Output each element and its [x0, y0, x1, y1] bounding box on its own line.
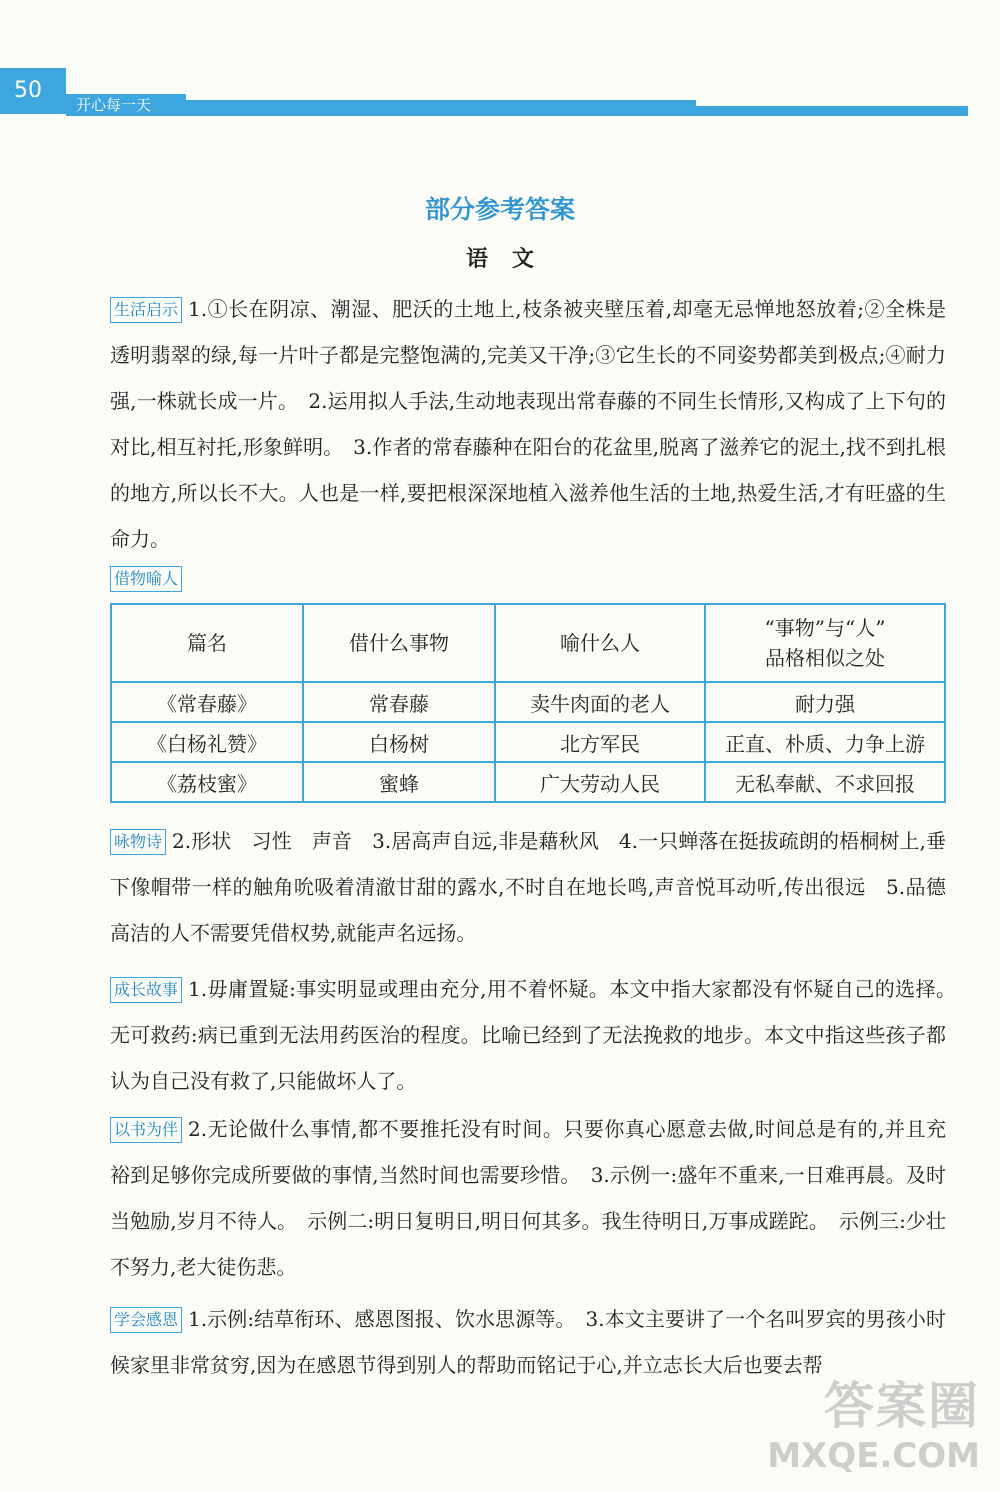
answer-line: 株是透明翡翠的绿,每一片叶子都是完整饱满的,完美又干净;③它生长的不同姿势都美到极 — [110, 297, 946, 367]
section-tag: 以书为伴 — [110, 1117, 182, 1143]
section-growth — [110, 966, 967, 1104]
table-header — [705, 604, 945, 682]
table-cell: 正直、朴质、力争上游 — [705, 722, 945, 762]
table-cell: 《白杨礼赞》 — [111, 722, 303, 762]
section-poem — [110, 818, 946, 956]
watermark — [767, 1366, 980, 1474]
table-header: 借什么事物 — [303, 604, 495, 682]
table-row — [111, 682, 945, 722]
answer-line: 2.形状 习性 声音 3.居高声自远,非是藉秋风 4.一只蝉落在挺拔疏朗的梧桐 — [172, 829, 880, 853]
table-header-line: 品格相似之处 — [765, 646, 885, 670]
header-strip — [66, 106, 968, 116]
answer-line: 1.毋庸置疑:事实明显或理由充分,用不着怀疑。本文中指大家都没有怀疑自己的 — [188, 977, 896, 1001]
watermark-en: MXQE.COM — [767, 1436, 980, 1476]
section-life — [110, 286, 946, 562]
table-cell: 《荔枝蜜》 — [111, 762, 303, 802]
table-cell: 常春藤 — [303, 682, 495, 722]
table-cell: 蜜蜂 — [303, 762, 495, 802]
table-header: 喻什么人 — [495, 604, 705, 682]
table-row — [111, 722, 945, 762]
answer-line: 很远 5.品德高洁的人不需要凭借权势,就能声名远扬。 — [110, 875, 946, 945]
answer-line: 树上,垂下像帽带一样的触角吮吸着清澈甘甜的露水,不时自在地长鸣,声音悦耳动听,传出 — [110, 829, 946, 899]
section-tag: 生活启示 — [110, 297, 182, 323]
section-tag: 学会感恩 — [110, 1307, 182, 1333]
table-cell: 北方军民 — [495, 722, 705, 762]
answer-line: 了滋养它的泥土,找不到扎根的地方,所以长不大。人也是一样,要把根深深地植入滋养他 — [110, 435, 946, 505]
answer-line: 1.示例:结草衔环、感恩图报、饮水思源等。 3.本文主要讲了一个名叫罗宾的男 — [188, 1307, 886, 1331]
answer-line: 并且充裕到足够你完成所要做的事情,当然时间也需要珍惜。 3.示例一:盛年不重来,一 — [110, 1117, 947, 1187]
section-tag: 成长故事 — [110, 977, 182, 1003]
answer-line: 2.无论做什么事情,都不要推托没有时间。只要你真心愿意去做,时间总是有的, — [188, 1117, 885, 1141]
page-title: 部分参考答案 — [424, 195, 575, 224]
section-books — [110, 1106, 946, 1290]
table-header-row — [111, 604, 945, 682]
table-cell: 卖牛肉面的老人 — [495, 682, 705, 722]
series-label: 开心每一天 — [76, 96, 152, 114]
answer-line: 事成蹉跎。 示例三:少壮不努力,老大徒伤悲。 — [110, 1209, 947, 1279]
table-cell: 广大劳动人民 — [495, 762, 705, 802]
answer-line: 孩小时候家里非常贫穷,因为在感恩节得到别人的帮助而铭记于心,并立志长大后也要去帮 — [110, 1307, 947, 1377]
table-cell: 白杨树 — [303, 722, 495, 762]
answer-line: 生活的土地,热爱生活,才有旺盛的生命力。 — [110, 481, 947, 551]
table-header: 篇名 — [111, 604, 303, 682]
answer-table — [110, 603, 946, 803]
table-cell: 无私奉献、不求回报 — [705, 762, 945, 802]
section-borrow-tag-wrap — [110, 566, 188, 592]
answer-line: 点;④耐力强,一株就长成一片。 2.运用拟人手法,生动地表现出常春藤的不同生长情形, — [110, 343, 946, 413]
table-cell: 《常春藤》 — [111, 682, 303, 722]
answer-line: 日难再晨。及时当勉励,岁月不待人。 示例二:明日复明日,明日何其多。我生待明日,万 — [110, 1163, 946, 1233]
watermark-cn: 答案圈 — [824, 1377, 980, 1435]
table-row — [111, 762, 945, 802]
section-tag: 借物喻人 — [110, 566, 182, 592]
subject-heading: 语文 — [465, 246, 558, 272]
answer-line: 1.①长在阴凉、潮湿、肥沃的土地上,枝条被夹壁压着,却毫无忌惮地怒放着;②全 — [188, 297, 906, 321]
table-header-line: “事物”与“人” — [764, 616, 886, 640]
answer-line: 选择。 无可救药:病已重到无法用药医治的程度。比喻已经到了无法挽救的地步。本文 — [110, 977, 967, 1047]
table-cell: 耐力强 — [705, 682, 945, 722]
section-tag: 咏物诗 — [110, 829, 166, 855]
answer-line: 中指这些孩子都认为自己没有救了,只能做坏人了。 — [110, 1023, 946, 1093]
answer-line: 又构成了上下句的对比,相互衬托,形象鲜明。 3.作者的常春藤种在阳台的花盆里,脱离 — [110, 389, 947, 459]
page-number: 50 — [14, 78, 42, 103]
